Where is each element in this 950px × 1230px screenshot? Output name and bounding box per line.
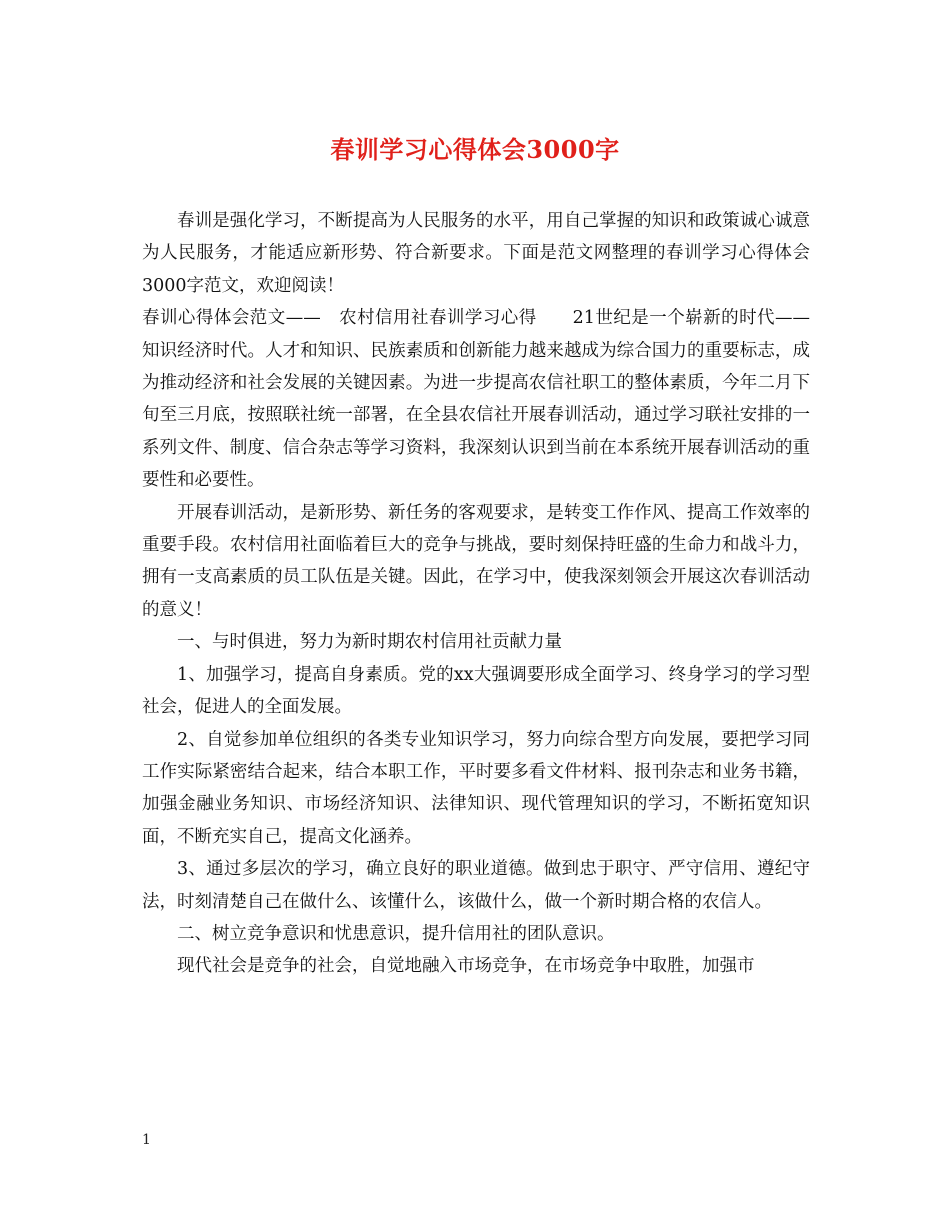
section-heading: 一、与时俱进，努力为新时期农村信用社贡献力量 xyxy=(177,632,562,653)
intro-paragraph: 春训是强化学习，不断提高为人民服务的水平，用自己掌握的知识和政策诚心诚意为人民服务，才能适应新形势、符合新要求。下面是范文网整理的春训学习心得体会3000字范文，欢迎阅读！ xyxy=(142,211,810,296)
list-item: 2、自觉参加单位组织的各类专业知识学习，努力向综合型方向发展，要把学习同工作实际紧密结合起来，结合本职工作，平时要多看文件材料、报刊杂志和业务书籍，加强金融业务知识、市场经济知识、法律知识、现代管理知识的学习，不断拓宽知识面，不断充实自己，提高文化涵养。 xyxy=(142,729,810,847)
document-body xyxy=(142,205,810,983)
list-item: 1、加强学习，提高自身素质。党的xx大强调要形成全面学习、终身学习的学习型社会，促进人的全面发展。 xyxy=(142,664,810,718)
document-title: 春训学习心得体会3000字 xyxy=(330,135,620,164)
section-heading: 二、树立竞争意识和忧患意识，提升信用社的团队意识。 xyxy=(177,923,615,944)
body-paragraph: 现代社会是竞争的社会，自觉地融入市场竞争，在市场竞争中取胜，加强市 xyxy=(177,956,755,977)
body-paragraph: 开展春训活动，是新形势、新任务的客观要求，是转变工作作风、提高工作效率的重要手段。农村信用社面临着巨大的竞争与挑战，要时刻保持旺盛的生命力和战斗力，拥有一支高素质的员工队伍是关键。因此，在学习中，使我深刻领会开展这次春训活动的意义！ xyxy=(142,502,810,620)
page-number: 1 xyxy=(142,1132,151,1148)
body-paragraph: 春训心得体会范文—— 农村信用社春训学习心得 21世纪是一个崭新的时代——知识经济时代。人才和知识、民族素质和创新能力越来越成为综合国力的重要标志，成为推动经济和社会发展的关键因素。为进一步提高农信社职工的整体素质，今年二月下旬至三月底，按照联社统一部署，在全县农信社开展春训活动，通过学习联社安排的一系列文件、制度、信合杂志等学习资料，我深刻认识到当前在本系统开展春训活动的重要性和必要性。 xyxy=(142,308,810,491)
list-item: 3、通过多层次的学习，确立良好的职业道德。做到忠于职守、严守信用、遵纪守法，时刻清楚自己在做什么、该懂什么，该做什么，做一个新时期合格的农信人。 xyxy=(142,859,810,912)
